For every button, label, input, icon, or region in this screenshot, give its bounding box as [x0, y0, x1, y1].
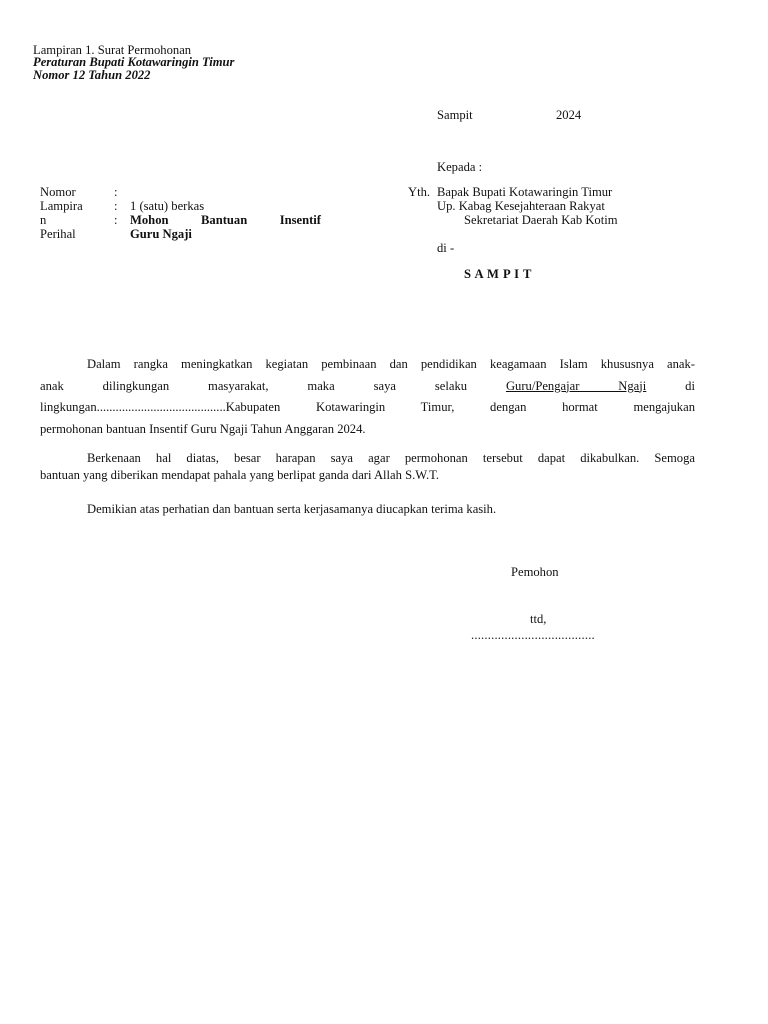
signature-ttd: ttd, [530, 612, 547, 626]
body-paragraph-2 [40, 450, 695, 484]
nomor-label: Nomor [40, 185, 76, 199]
recipient-line-1: Bapak Bupati Kotawaringin Timur [437, 185, 613, 199]
body-paragraph-3: Demikian atas perhatian dan bantuan serta kerjasamanya diucapkan terima kasih. [87, 502, 497, 516]
paragraph-1-line-2-start: anak dilingkungan masyarakat, maka saya selaku [40, 378, 506, 393]
regulation-number: Nomor 12 Tahun 2022 [33, 68, 151, 82]
attachment-label: Lampiran 1. Surat Permohonan [33, 43, 192, 57]
paragraph-1-line-2-end: di [646, 378, 695, 393]
applicant-label: Pemohon [511, 565, 559, 579]
paragraph-2-line-2: bantuan yang diberikan mendapat pahala yang berlipat ganda dari Allah S.W.T. [40, 468, 440, 482]
regulation-title: Peraturan Bupati Kotawaringin Timur [33, 55, 235, 69]
date-place: Sampit [437, 108, 473, 122]
teacher-role-text: Guru/Pengajar Ngaji [505, 378, 647, 393]
date-year: 2024 [556, 108, 582, 122]
paragraph-2-line-1: Berkenaan hal diatas, besar harapan saya agar permohonan tersebut dapat dikabulkan. Semoga [87, 451, 695, 465]
lampiran-value: 1 (satu) berkas [130, 199, 205, 213]
recipient-line-2: Up. Kabag Kesejahteraan Rakyat [437, 199, 605, 213]
recipient-city: S A M P I T [464, 267, 532, 281]
perihal-label: Perihal [40, 227, 76, 241]
paragraph-1-line-2 [40, 376, 695, 398]
paragraph-1-line-4: permohonan bantuan Insentif Guru Ngaji Tahun Anggaran 2024. [40, 421, 366, 436]
kepada-label: Kepada : [437, 160, 483, 174]
lampiran-label: Lampira [40, 199, 83, 213]
yth-label: Yth. [408, 185, 431, 199]
perihal-line-1: Mohon Bantuan Insentif [130, 213, 321, 227]
nomor-colon: : [114, 185, 118, 199]
signature-line: ..................................... [471, 628, 595, 642]
body-paragraph-1 [40, 354, 695, 440]
lampiran-label-wrap: n [40, 213, 47, 227]
perihal-value [130, 213, 321, 241]
paragraph-1-line-3: lingkungan.........................................Kabupaten Kotawaringin Timur, dengan hormat mengajukan [40, 400, 695, 414]
paragraph-1-line-1: Dalam rangka meningkatkan kegiatan pembinaan dan pendidikan keagamaan Islam khususnya anak- [87, 357, 695, 371]
perihal-line-2: Guru Ngaji [130, 227, 192, 241]
di-label: di - [437, 241, 455, 255]
recipient-line-3: Sekretariat Daerah Kab Kotim [464, 213, 618, 227]
perihal-colon: : [114, 213, 118, 227]
lampiran-colon: : [114, 199, 118, 213]
